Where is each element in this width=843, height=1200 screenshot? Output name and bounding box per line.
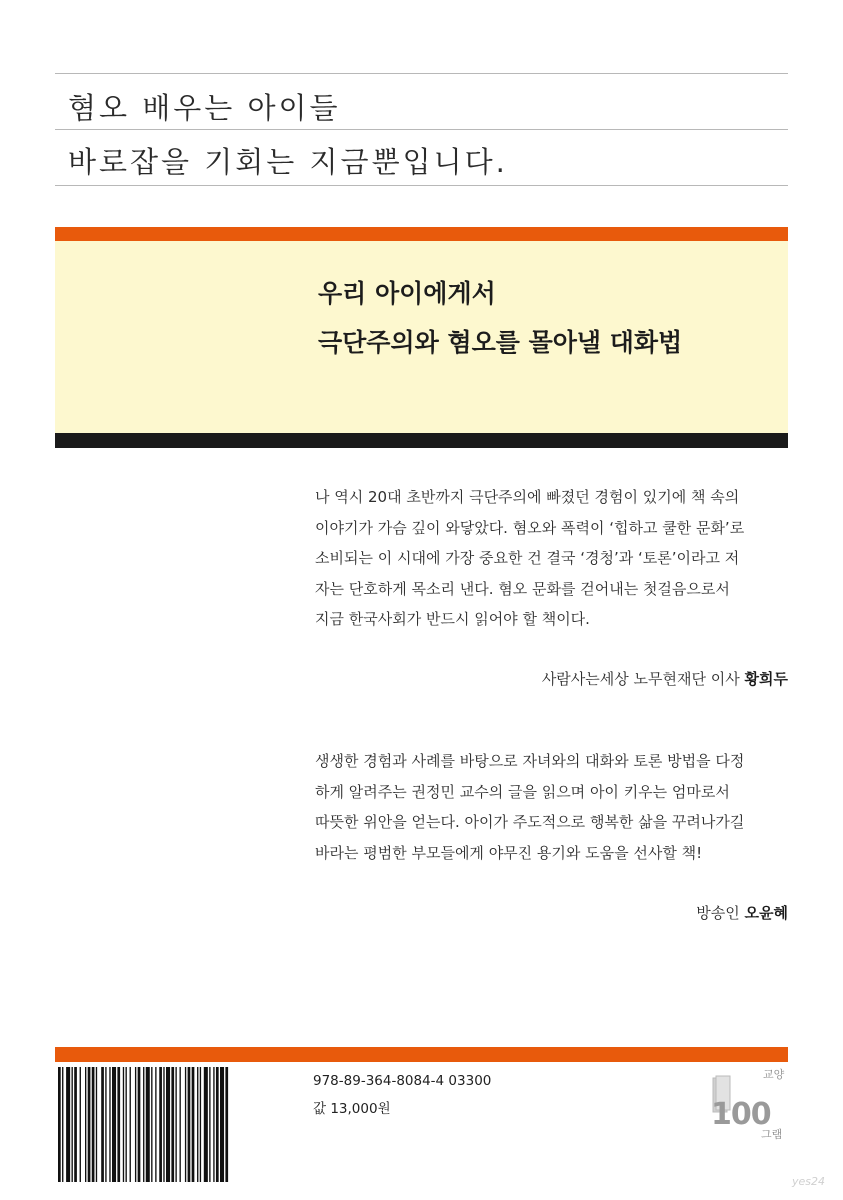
- review-2-attribution: [696, 902, 788, 923]
- barcode-bar: [72, 1067, 73, 1182]
- review-1-line: 소비되는 이 시대에 가장 중요한 건 결국 ‘경청’과 ‘토론’이라고 저: [315, 549, 740, 567]
- barcode-bar: [216, 1067, 219, 1182]
- barcode-bar: [209, 1067, 210, 1182]
- handwritten-line-2: 바로잡을 기회는 지금뿐입니다.: [68, 145, 508, 179]
- barcode-bar: [180, 1067, 181, 1182]
- barcode-bar: [80, 1067, 81, 1182]
- barcode-bar: [204, 1067, 208, 1182]
- barcode-bar: [126, 1067, 127, 1182]
- barcode-bar: [123, 1067, 124, 1182]
- bottom-rule: [55, 185, 788, 186]
- barcode-bar: [146, 1067, 150, 1182]
- barcode-bar: [225, 1067, 228, 1182]
- review-1-role: 사람사는세상 노무현재단 이사: [541, 670, 740, 688]
- barcode-bar: [197, 1067, 198, 1182]
- logo-top-text: 교양: [763, 1068, 785, 1081]
- barcode-bar: [163, 1067, 164, 1182]
- review-2-name: 오윤혜: [744, 904, 788, 922]
- review-1-line: 지금 한국사회가 반드시 읽어야 할 책이다.: [315, 610, 590, 628]
- barcode-bar: [66, 1067, 70, 1182]
- middle-rule: [55, 129, 788, 130]
- barcode-bar: [138, 1067, 141, 1182]
- barcode-bar: [188, 1067, 191, 1182]
- headline-bottom-band: [55, 433, 788, 448]
- barcode-bar: [171, 1067, 174, 1182]
- top-rule: [55, 73, 788, 74]
- barcode-bar: [130, 1067, 131, 1182]
- watermark: yes24: [791, 1175, 825, 1188]
- barcode-bar: [96, 1067, 97, 1182]
- barcode-bar: [105, 1067, 106, 1182]
- review-1-line: 나 역시 20대 초반까지 극단주의에 빠졌던 경험이 있기에 책 속의: [315, 488, 740, 506]
- barcode-bar: [192, 1067, 195, 1182]
- review-1-line: 자는 단호하게 목소리 낸다. 혐오 문화를 걷어내는 첫걸음으로서: [315, 579, 730, 598]
- review-1-line: 이야기가 가슴 깊이 와닿았다. 혐오와 폭력이 ‘힙하고 쿨한 문화’로: [315, 518, 745, 537]
- review-2-line: 생생한 경험과 사례를 바탕으로 자녀와의 대화와 토론 방법을 다정: [315, 752, 745, 770]
- barcode-bar: [185, 1067, 186, 1182]
- barcode-bar: [58, 1067, 61, 1182]
- publisher-logo: [705, 1066, 797, 1146]
- review-1-text: [315, 482, 790, 635]
- barcode-bar: [62, 1067, 63, 1182]
- handwritten-line-1: 혐오 배우는 아이들: [68, 91, 341, 125]
- barcode-bar: [143, 1067, 144, 1182]
- review-2-line: 바라는 평범한 부모들에게 야무진 용기와 도움을 선사할 책!: [315, 843, 703, 862]
- barcode-bar: [88, 1067, 91, 1182]
- headline-top-band: [55, 227, 788, 241]
- review-2-text: [315, 746, 790, 868]
- logo-number: 100: [711, 1097, 771, 1132]
- barcode-bar: [159, 1067, 162, 1182]
- barcode-bar: [92, 1067, 95, 1182]
- barcode-bar: [151, 1067, 152, 1182]
- price: 값 13,000원: [313, 1101, 391, 1117]
- headline-line-2: 극단주의와 혐오를 몰아낼 대화법: [318, 328, 683, 357]
- barcode-bar: [166, 1067, 170, 1182]
- barcode: [58, 1067, 296, 1182]
- review-1-attribution: [542, 668, 788, 689]
- footer-band: [55, 1047, 788, 1062]
- isbn: 978-89-364-8084-4 03300: [313, 1073, 492, 1089]
- barcode-bar: [101, 1067, 104, 1182]
- barcode-bar: [200, 1067, 201, 1182]
- barcode-bar: [112, 1067, 116, 1182]
- barcode-bar: [74, 1067, 77, 1182]
- review-2-line: 하게 알려주는 권정민 교수의 글을 읽으며 아이 키우는 엄마로서: [315, 782, 730, 801]
- barcode-bar: [109, 1067, 110, 1182]
- review-2-line: 따뜻한 위안을 얻는다. 아이가 주도적으로 행복한 삶을 꾸려나가길: [315, 813, 745, 831]
- headline-line-1: 우리 아이에게서: [318, 279, 496, 308]
- logo-bottom-text: 그램: [761, 1128, 783, 1141]
- barcode-bar: [155, 1067, 156, 1182]
- barcode-bar: [135, 1067, 136, 1182]
- review-1-name: 황희두: [744, 670, 788, 688]
- review-2-role: 방송인: [696, 904, 740, 922]
- barcode-bar: [117, 1067, 120, 1182]
- barcode-bar: [85, 1067, 86, 1182]
- barcode-bar: [175, 1067, 176, 1182]
- barcode-bar: [220, 1067, 224, 1182]
- barcode-bar: [213, 1067, 214, 1182]
